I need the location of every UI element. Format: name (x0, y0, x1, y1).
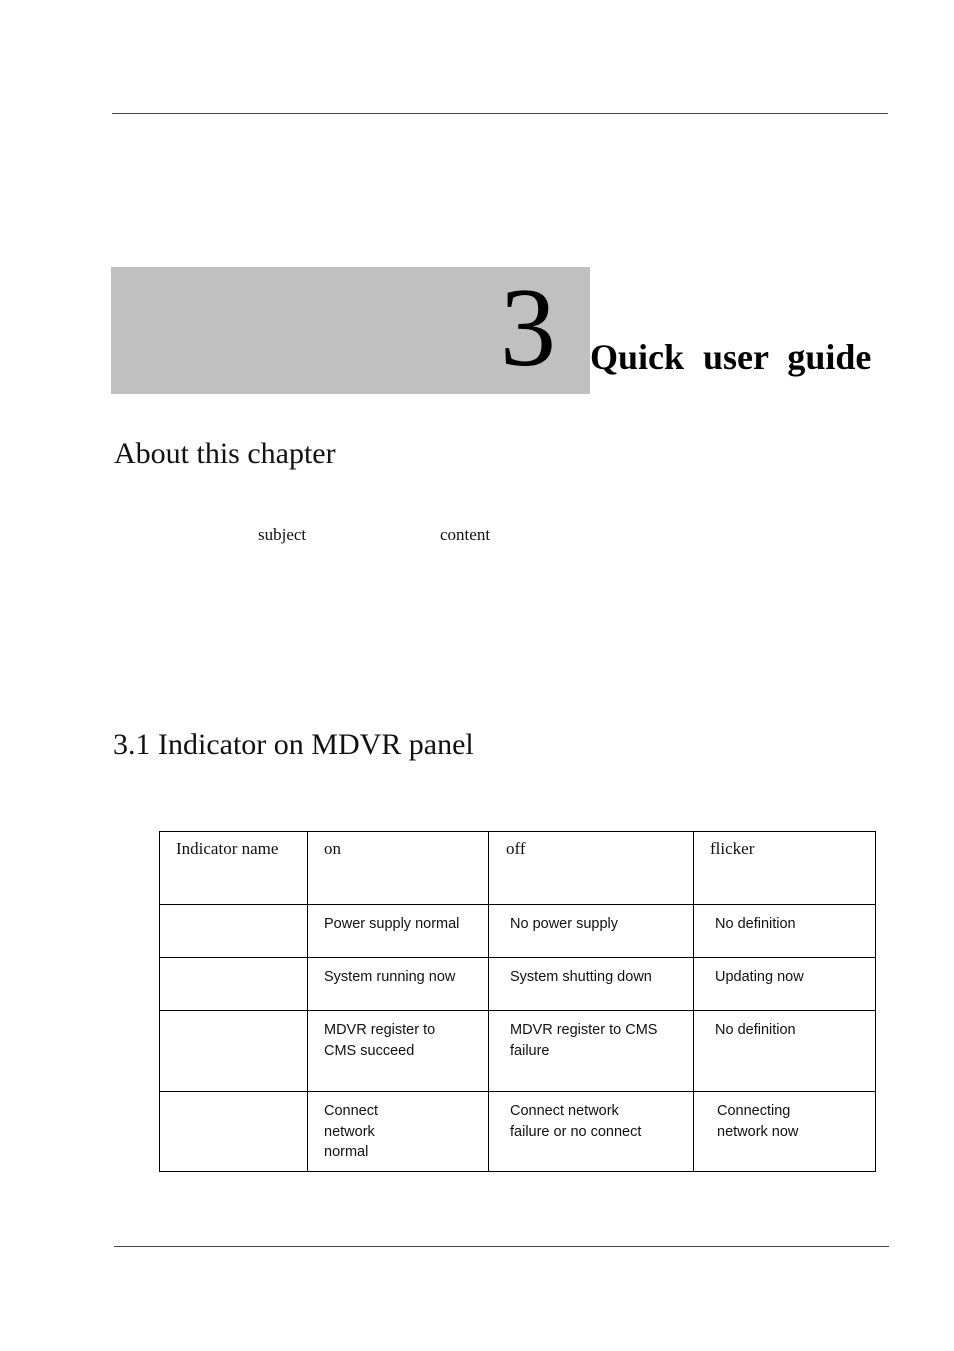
about-heading: About this chapter (114, 437, 336, 470)
cell-text: Connect (324, 1103, 379, 1119)
about-subject-column-label: subject (258, 525, 307, 544)
indicator-name-cell (160, 1092, 308, 1172)
header-indicator-name: Indicator name (160, 832, 308, 905)
on-cell (308, 1092, 489, 1172)
flicker-cell (694, 1092, 876, 1172)
cell-text: network now (717, 1123, 799, 1140)
table-row (160, 1092, 876, 1172)
cell-text: failure (510, 1042, 550, 1059)
cell-text: Connect network (510, 1103, 619, 1119)
flicker-cell (694, 1011, 876, 1092)
cell-text: No power supply (510, 916, 618, 932)
table-row (160, 905, 876, 958)
on-cell (308, 905, 489, 958)
cell-text: network (324, 1123, 375, 1140)
flicker-cell (694, 905, 876, 958)
chapter-number: 3 (500, 266, 556, 390)
cell-text: Connecting (717, 1103, 791, 1119)
header-off: off (489, 832, 694, 905)
footer-rule (114, 1246, 889, 1247)
indicator-name-cell (160, 905, 308, 958)
flicker-cell (694, 958, 876, 1011)
off-cell (489, 905, 694, 958)
cell-text: Power supply normal (324, 916, 460, 932)
cell-text: MDVR register to (324, 1022, 436, 1038)
cell-text: No definition (715, 916, 796, 932)
off-cell (489, 958, 694, 1011)
cell-text: CMS succeed (324, 1042, 415, 1059)
indicator-table (159, 831, 876, 1172)
cell-text: MDVR register to CMS (510, 1022, 658, 1038)
table-row (160, 958, 876, 1011)
indicator-name-cell (160, 958, 308, 1011)
chapter-title: Quick user guide (590, 337, 872, 377)
table-header-row (160, 832, 876, 905)
header-flicker: flicker (694, 832, 876, 905)
indicator-name-cell (160, 1011, 308, 1092)
table-row (160, 1011, 876, 1092)
cell-text: System shutting down (510, 969, 652, 985)
header-rule (112, 113, 888, 114)
about-content-column-label: content (440, 525, 491, 544)
section-heading: 3.1 Indicator on MDVR panel (113, 728, 474, 761)
header-on: on (308, 832, 489, 905)
off-cell (489, 1011, 694, 1092)
on-cell (308, 1011, 489, 1092)
cell-text: No definition (715, 1022, 796, 1038)
off-cell (489, 1092, 694, 1172)
cell-text: System running now (324, 969, 456, 985)
on-cell (308, 958, 489, 1011)
cell-text: failure or no connect (510, 1123, 642, 1140)
cell-text: normal (324, 1144, 369, 1160)
cell-text: Updating now (715, 969, 804, 985)
